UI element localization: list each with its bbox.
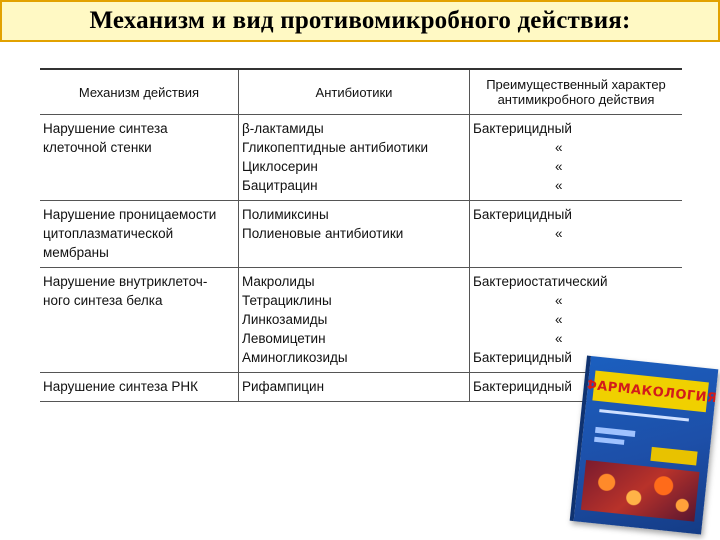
- cell-line: Бактерицидный: [473, 379, 572, 394]
- header-character: Преимущественный характер антимикробного действия: [470, 69, 683, 115]
- ditto-mark: «: [555, 140, 563, 155]
- cell-line: Полимиксины: [242, 207, 329, 222]
- cell-character: [470, 268, 683, 373]
- cell-line: мембраны: [43, 245, 109, 260]
- cell-line: Циклосерин: [242, 159, 318, 174]
- cell-antibiotics: [239, 115, 470, 201]
- book-title-band: [583, 371, 719, 413]
- table-row: [40, 115, 682, 201]
- cell-line: Линкозамиды: [242, 312, 328, 327]
- title-banner: [0, 0, 720, 42]
- book-edition-badge: [650, 447, 697, 466]
- header-mechanism: Механизм действия: [40, 69, 239, 115]
- cell-line: Нарушение синтеза: [43, 121, 168, 136]
- cell-mechanism: [40, 115, 239, 201]
- book-cover-art: [581, 460, 700, 522]
- ditto-mark: «: [555, 226, 563, 241]
- table-row: [40, 201, 682, 268]
- cell-character: [470, 115, 683, 201]
- cell-line: Рифампицин: [242, 379, 325, 394]
- cell-line: Нарушение синтеза РНК: [43, 379, 199, 394]
- textbook-cover-image: [570, 356, 719, 535]
- book-caption-bar: [595, 427, 635, 437]
- book-caption-bar: [594, 437, 624, 445]
- cell-line: Бактерицидный: [473, 350, 572, 365]
- cell-antibiotics: [239, 201, 470, 268]
- cell-mechanism: [40, 373, 239, 402]
- ditto-mark: «: [555, 331, 563, 346]
- cell-line: β-лактамиды: [242, 121, 324, 136]
- cell-line: Тетрациклины: [242, 293, 332, 308]
- table-header-row: [40, 69, 682, 115]
- cell-mechanism: [40, 201, 239, 268]
- ditto-mark: «: [555, 312, 563, 327]
- cell-line: Полиеновые антибиотики: [242, 226, 404, 241]
- cell-line: Бактерицидный: [473, 121, 572, 136]
- cell-line: Бацитрацин: [242, 178, 318, 193]
- cell-line: Нарушение внутриклеточ-: [43, 274, 208, 289]
- cell-line: Гликопептидные антибиотики: [242, 140, 429, 155]
- cell-line: Макролиды: [242, 274, 315, 289]
- cell-line: Нарушение проницаемости: [43, 207, 217, 222]
- cell-line: Бактериостатический: [473, 274, 608, 289]
- header-antibiotics: Антибиотики: [239, 69, 470, 115]
- ditto-mark: «: [555, 159, 563, 174]
- cell-line: клеточной стенки: [43, 140, 152, 155]
- mechanism-table: [40, 68, 682, 402]
- cell-mechanism: [40, 268, 239, 373]
- ditto-mark: «: [555, 178, 563, 193]
- cell-line: Бактерицидный: [473, 207, 572, 222]
- table-row: [40, 268, 682, 373]
- cell-line: цитоплазматической: [43, 226, 174, 241]
- book-title: ФАРМАКОЛОГИЯ: [583, 376, 719, 406]
- ditto-mark: «: [555, 293, 563, 308]
- cell-character: [470, 201, 683, 268]
- cell-line: Аминогликозиды: [242, 350, 348, 365]
- cell-antibiotics: [239, 373, 470, 402]
- book-stripe: [599, 409, 689, 421]
- cell-line: ного синтеза белка: [43, 293, 163, 308]
- cell-antibiotics: [239, 268, 470, 373]
- cell-line: Левомицетин: [242, 331, 326, 346]
- page-title: Механизм и вид противомикробного действия:: [89, 7, 631, 34]
